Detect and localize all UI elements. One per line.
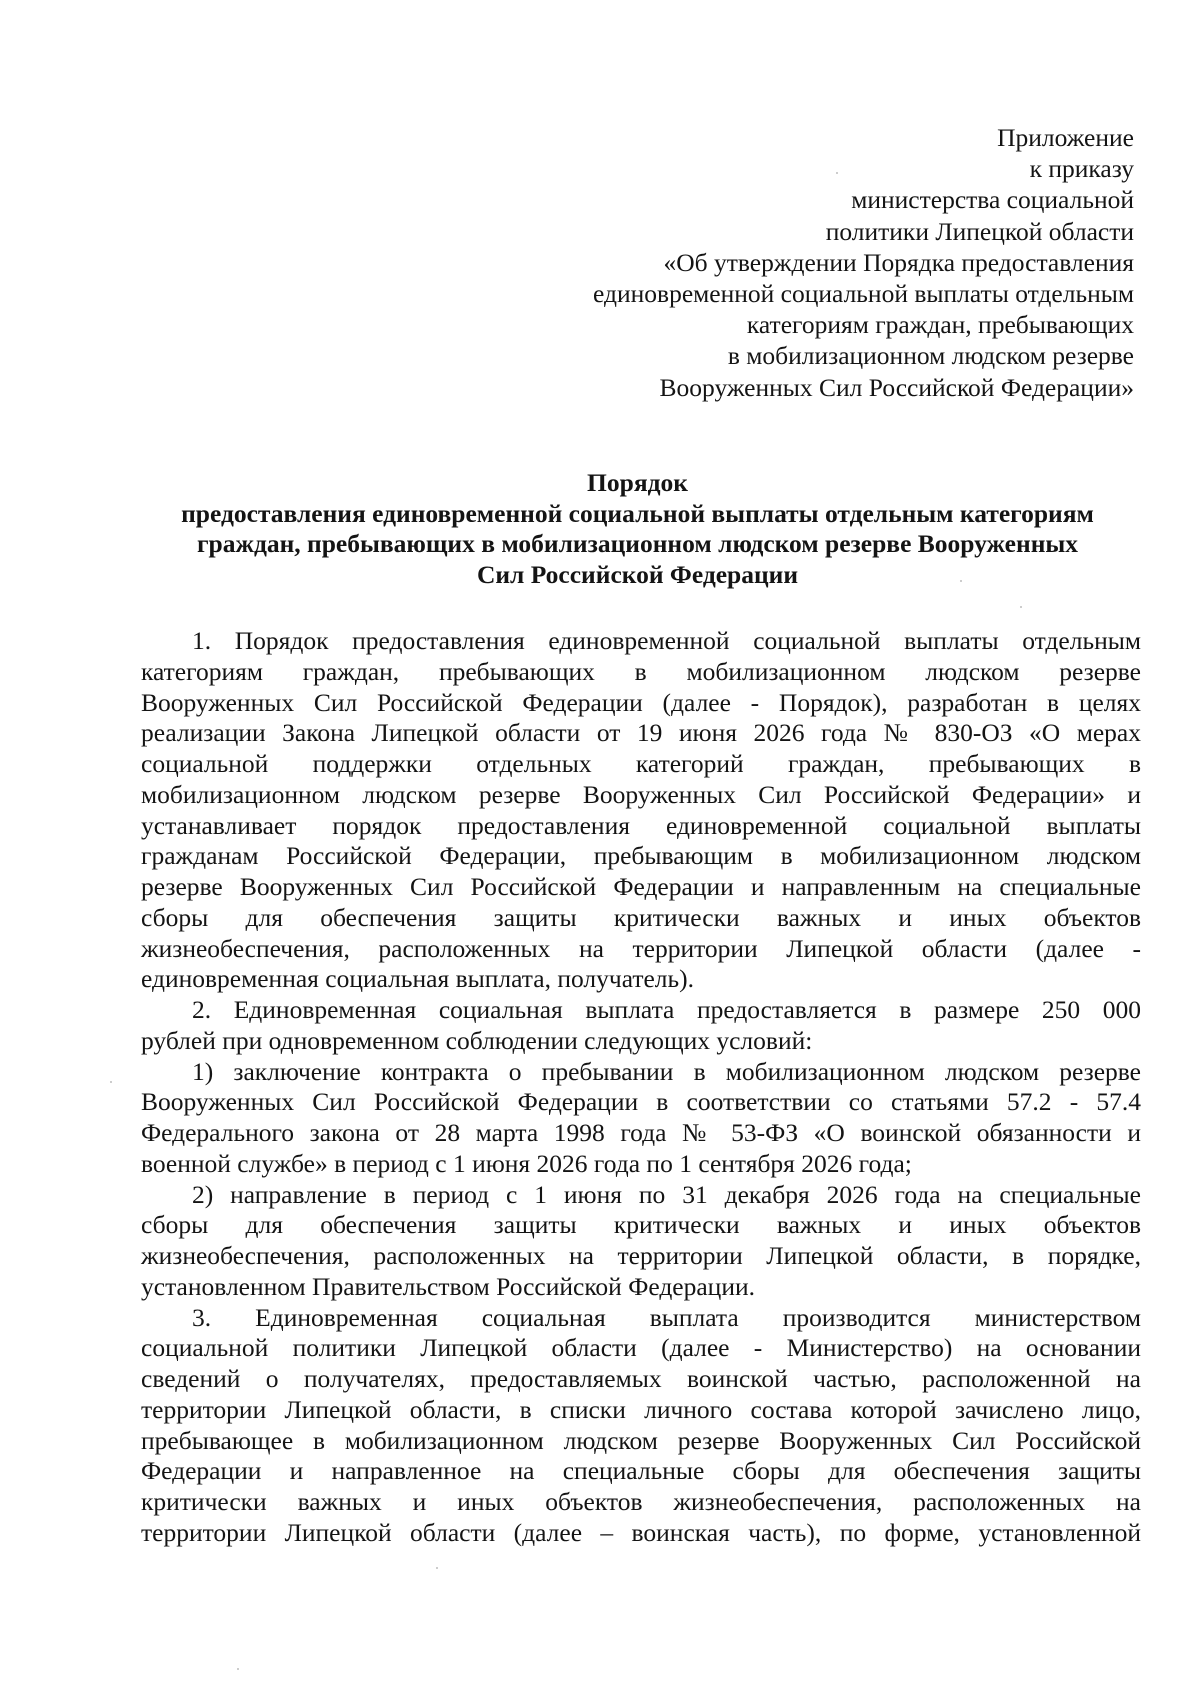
scan-speck	[836, 172, 838, 174]
appendix-line: в мобилизационном людском резерве	[727, 341, 1134, 371]
paragraph-2-item-2	[141, 1180, 1141, 1303]
title-line: Сил Российской Федерации	[476, 559, 799, 589]
text-line: Вооруженных Сил Российской Федерации в соответствии со статьями 57.2 - 57.4	[141, 1087, 1141, 1117]
text-line: сведений о получателях, предоставляемых воинской частью, расположенной на	[141, 1364, 1141, 1393]
appendix-line: к приказу	[1029, 154, 1134, 184]
text-line: категориям граждан, пребывающих в мобилизационном людском резерве	[141, 656, 1141, 686]
text-line: устанавливает порядок предоставления единовременной социальной выплаты	[141, 810, 1141, 840]
appendix-line: «Об утверждении Порядка предоставления	[663, 247, 1134, 277]
appendix-line: Приложение	[997, 123, 1134, 152]
appendix-line: Вооруженных Сил Российской Федерации»	[659, 372, 1134, 402]
paragraph-2-item-1	[141, 1057, 1141, 1180]
text-line: критически важных и иных объектов жизнеобеспечения, расположенных на	[141, 1487, 1141, 1516]
appendix-line: министерства социальной	[851, 185, 1134, 215]
title-line: предоставления единовременной социальной выплаты отдельным категориям	[181, 498, 1094, 528]
appendix-line: категориям граждан, пребывающих	[746, 310, 1134, 340]
title-line: граждан, пребывающих в мобилизационном людском резерве Вооруженных	[196, 529, 1079, 558]
text-line: Федерации и направленное на специальные сборы для обеспечения защиты	[141, 1456, 1141, 1486]
text-line: жизнеобеспечения, расположенных на территории Липецкой области (далее -	[141, 933, 1141, 963]
text-line: резерве Вооруженных Сил Российской Федерации и направленным на специальные	[141, 872, 1141, 901]
text-line: пребывающее в мобилизационном людском резерве Вооруженных Сил Российской	[141, 1425, 1141, 1455]
scan-speck	[1020, 606, 1022, 608]
text-line: социальной поддержки отдельных категорий граждан, пребывающих в	[141, 749, 1141, 778]
text-line: 2. Единовременная социальная выплата предоставляется в размере 250 000	[192, 995, 1141, 1024]
appendix-line: единовременной социальной выплаты отдельным	[593, 279, 1134, 309]
text-line: единовременная социальная выплата, получатель).	[141, 964, 695, 994]
text-line: Федерального закона от 28 марта 1998 года № 53-ФЗ «О воинской обязанности и	[141, 1118, 1141, 1147]
text-line: гражданам Российской Федерации, пребывающим в мобилизационном людском	[141, 841, 1141, 871]
appendix-line: политики Липецкой области	[825, 216, 1134, 246]
scan-speck	[960, 580, 962, 582]
appendix-header	[414, 122, 1134, 403]
text-line: 3. Единовременная социальная выплата производится министерством	[192, 1302, 1141, 1332]
paragraph-3	[141, 1303, 1141, 1549]
text-line: территории Липецкой области, в списки личного состава которой зачислено лицо,	[141, 1394, 1141, 1424]
title-line: Порядок	[587, 468, 688, 497]
text-line: реализации Закона Липецкой области от 19 июня 2026 года № 830-ОЗ «О мерах	[141, 718, 1141, 748]
text-line: 1) заключение контракта о пребывании в мобилизационном людском резерве	[192, 1056, 1141, 1086]
text-line: Вооруженных Сил Российской Федерации (далее - Порядок), разработан в целях	[141, 687, 1141, 717]
text-line: 1. Порядок предоставления единовременной социальной выплаты отдельным	[192, 626, 1141, 655]
text-line: установленном Правительством Российской Федерации.	[141, 1271, 755, 1301]
text-line: социальной политики Липецкой области (далее - Министерство) на основании	[141, 1333, 1141, 1363]
text-line: военной службе» в период с 1 июня 2026 года по 1 сентября 2026 года;	[141, 1148, 912, 1178]
text-line: мобилизационном людском резерве Вооруженных Сил Российской Федерации» и	[141, 779, 1141, 809]
scan-speck	[110, 1081, 112, 1083]
document-title	[120, 468, 1155, 590]
scan-speck	[436, 1567, 438, 1569]
text-line: территории Липецкой области (далее – воинская часть), по форме, установленной	[141, 1517, 1141, 1547]
paragraph-1	[141, 626, 1141, 995]
text-line: 2) направление в период с 1 июня по 31 декабря 2026 года на специальные	[192, 1179, 1141, 1209]
text-line: рублей при одновременном соблюдении следующих условий:	[141, 1025, 813, 1055]
text-line: сборы для обеспечения защиты критически важных и иных объектов	[141, 902, 1141, 932]
text-line: жизнеобеспечения, расположенных на территории Липецкой области, в порядке,	[141, 1241, 1141, 1270]
paragraph-2	[141, 995, 1141, 1057]
text-line: сборы для обеспечения защиты критически важных и иных объектов	[141, 1210, 1141, 1240]
document-body	[141, 626, 1141, 1549]
scan-speck	[237, 1668, 239, 1670]
